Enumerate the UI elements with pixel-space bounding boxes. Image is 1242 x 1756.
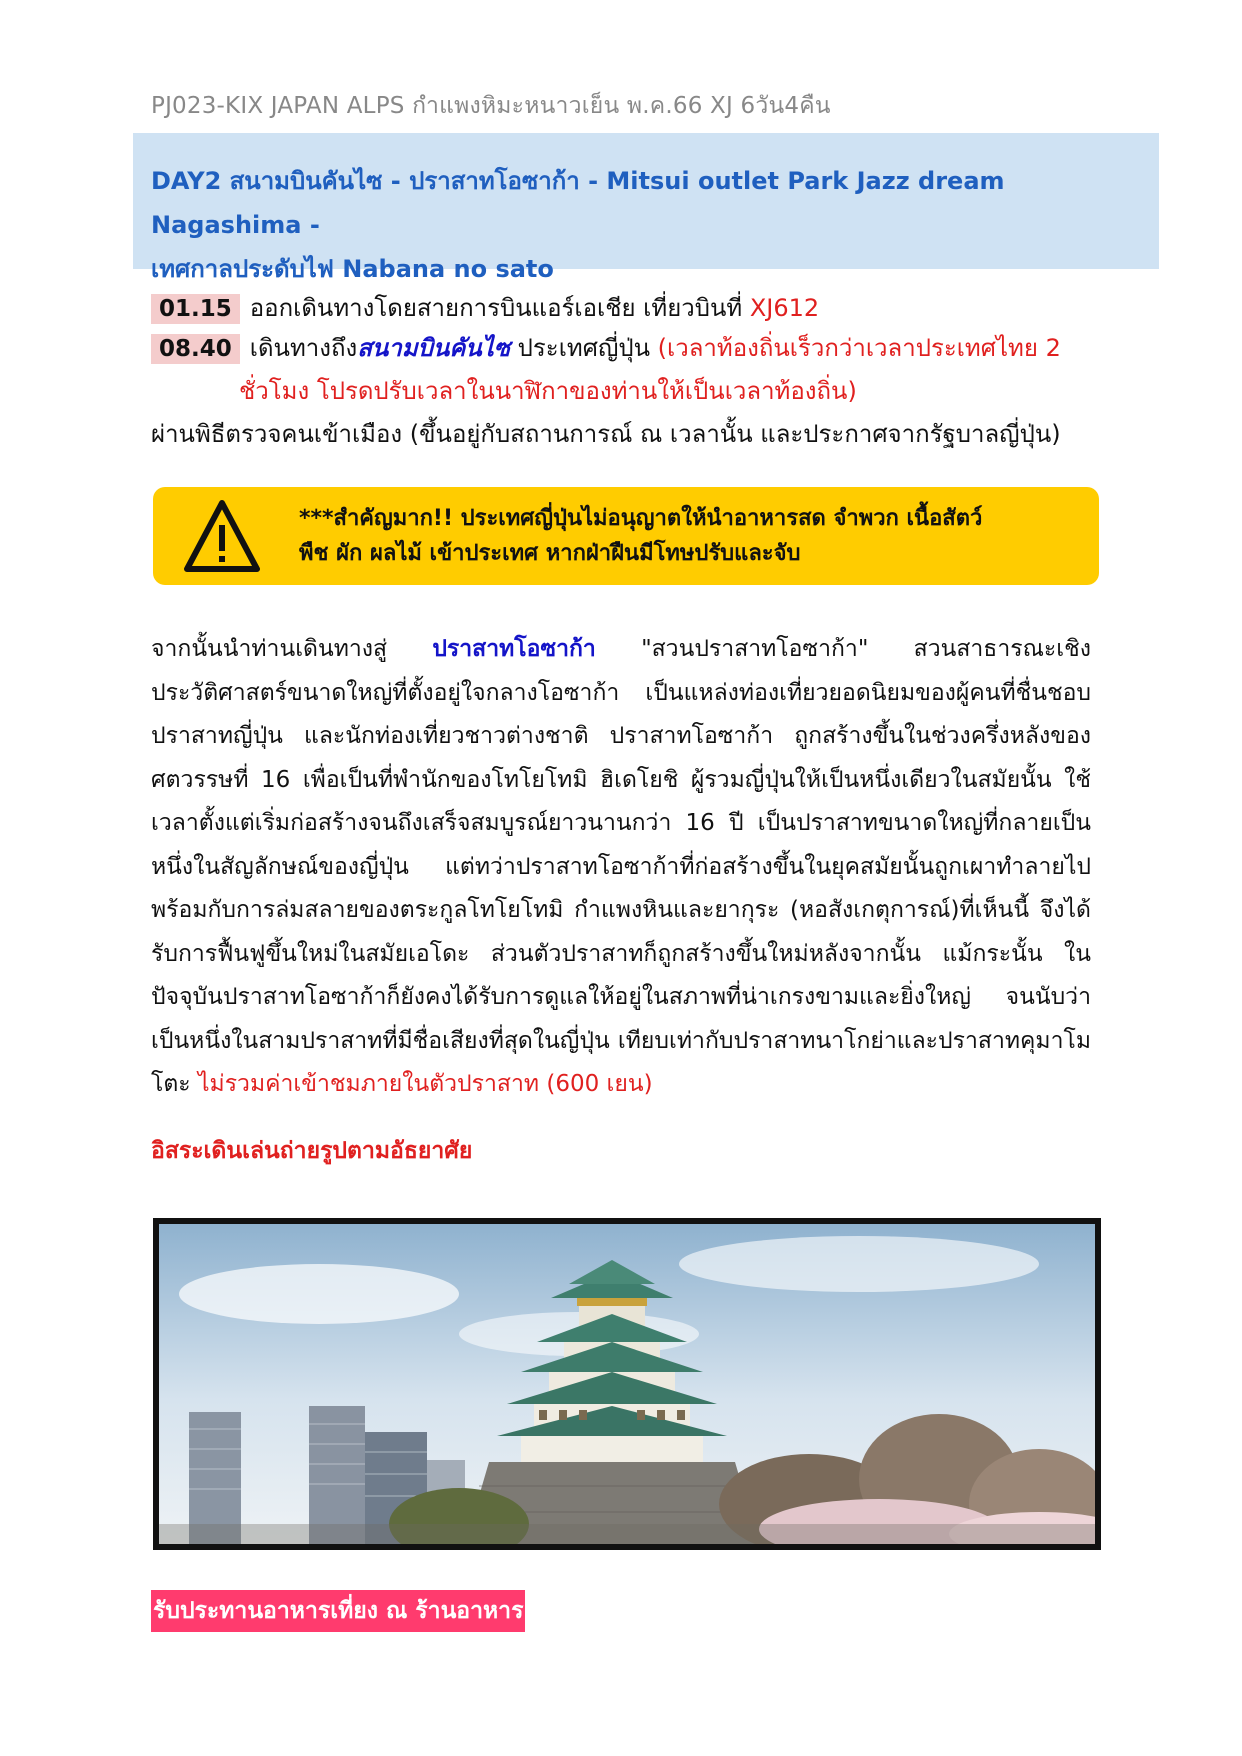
time-note-line-2: ชั่วโมง โปรดปรับเวลาในนาฬิกาของท่านให้เป็นเวลาท้องถิ่น) [239, 377, 857, 405]
day-title-line-1: DAY2 สนามบินคันไซ - ปราสาทโอซาก้า - Mitsui outlet Park Jazz dream Nagashima - [151, 167, 1005, 239]
castle-description [151, 628, 1091, 1107]
immigration-text: ผ่านพิธีตรวจคนเข้าเมือง (ขึ้นอยู่กับสถานการณ์ ณ เวลานั้น และประกาศจากรัฐบาลญี่ปุ่น) [151, 420, 1061, 448]
lunch-note: รับประทานอาหารเที่ยง ณ ร้านอาหาร [151, 1590, 525, 1632]
document-header: PJ023-KIX JAPAN ALPS กำแพงหิมะหนาวเย็น พ.ค.66 XJ 6วัน4คืน [151, 93, 831, 119]
free-time-note: อิสระเดินเล่นถ่ายรูปตามอัธยาศัย [151, 1138, 473, 1164]
airport-name: สนามบินคันไซ [357, 334, 511, 362]
day-title-line-2: เทศกาลประดับไฟ Nabana no sato [151, 255, 554, 283]
warning-line-2: พืช ผัก ผลไม้ เข้าประเทศ หากฝ่าฝืนมีโทษปรับและจับ [299, 541, 801, 566]
castle-price-note: ไม่รวมค่าเข้าชมภายในตัวปราสาท (600 เยน) [197, 1071, 653, 1097]
time-badge: 08.40 [151, 334, 240, 364]
timeline-row-arrival [151, 328, 1061, 367]
warning-box [153, 487, 1099, 585]
flight-number: XJ612 [749, 294, 820, 322]
warning-text [299, 501, 1079, 571]
warning-line-1: ***สำคัญมาก!! ประเทศญี่ปุ่นไม่อนุญาตให้นำอาหารสด จำพวก เนื้อสัตว์ [299, 506, 983, 531]
arrival-text: เดินทางถึง [249, 334, 358, 362]
castle-name: ปราสาทโอซาก้า [432, 636, 596, 662]
castle-description-text: "สวนปราสาทโอซาก้า" สวนสาธารณะเชิงประวัติศาสตร์ขนาดใหญ่ที่ตั้งอยู่ใจกลางโอซาก้า เป็นแหล่งท่องเที่ยวยอดนิยมของผู้คนที่ชื่นชอบปราสาทญี่ปุ่น และนักท่องเที่ยวชาวต่างชาติ ปราสาทโอซาก้า ถูกสร้างขึ้นในช่วงครึ่งหลังของศตวรรษที่ 16 เพื่อเป็นที่พำนักของโทโยโทมิ ฮิเดโยชิ ผู้รวมญี่ปุ่นให้เป็นหนึ่งเดียวในสมัยนั้น ใช้เวลาตั้งแต่เริ่มก่อสร้างจนถึงเสร็จสมบูรณ์ยาวนานกว่า 16 ปี เป็นปราสาทขนาดใหญ่ที่กลายเป็นหนึ่งในสัญลักษณ์ของญี่ปุ่น แต่ทว่าปราสาทโอซาก้าที่ก่อสร้างขึ้นในยุคสมัยนั้นถูกเผาทำลายไปพร้อมกับการล่มสลายของตระกูลโทโยโทมิ กำแพงหินและยากุระ (หอสังเกตุการณ์)ที่เห็นนี้ จึงได้รับการฟื้นฟูขึ้นใหม่ในสมัยเอโดะ ส่วนตัวปราสาทก็ถูกสร้างขึ้นใหม่หลังจากนั้น แม้กระนั้น ในปัจจุบันปราสาทโอซาก้าก็ยังคงได้รับการดูแลให้อยู่ในสภาพที่น่าเกรงขามและยิ่งใหญ่ จนนับว่าเป็นหนึ่งในสามปราสาทที่มีชื่อเสียงที่สุดในญี่ปุ่น เทียบเท่ากับปราสาทนาโกย่าและปราสาทคุมาโมโตะ [151, 636, 1091, 1097]
time-badge: 01.15 [151, 294, 240, 324]
time-note-line-1: (เวลาท้องถิ่นเร็วกว่าเวลาประเทศไทย 2 [657, 334, 1061, 362]
departure-text: ออกเดินทางโดยสายการบินแอร์เอเชีย เที่ยวบินที่ [249, 294, 750, 322]
warning-triangle-icon [183, 497, 261, 575]
castle-intro: จากนั้นนำท่านเดินทางสู่ [151, 636, 433, 662]
timeline-row-departure [151, 288, 819, 327]
arrival-country: ประเทศญี่ปุ่น [510, 334, 658, 362]
castle-illustration [159, 1224, 1095, 1544]
osaka-castle-photo [153, 1218, 1101, 1550]
day-title-banner [133, 133, 1159, 283]
